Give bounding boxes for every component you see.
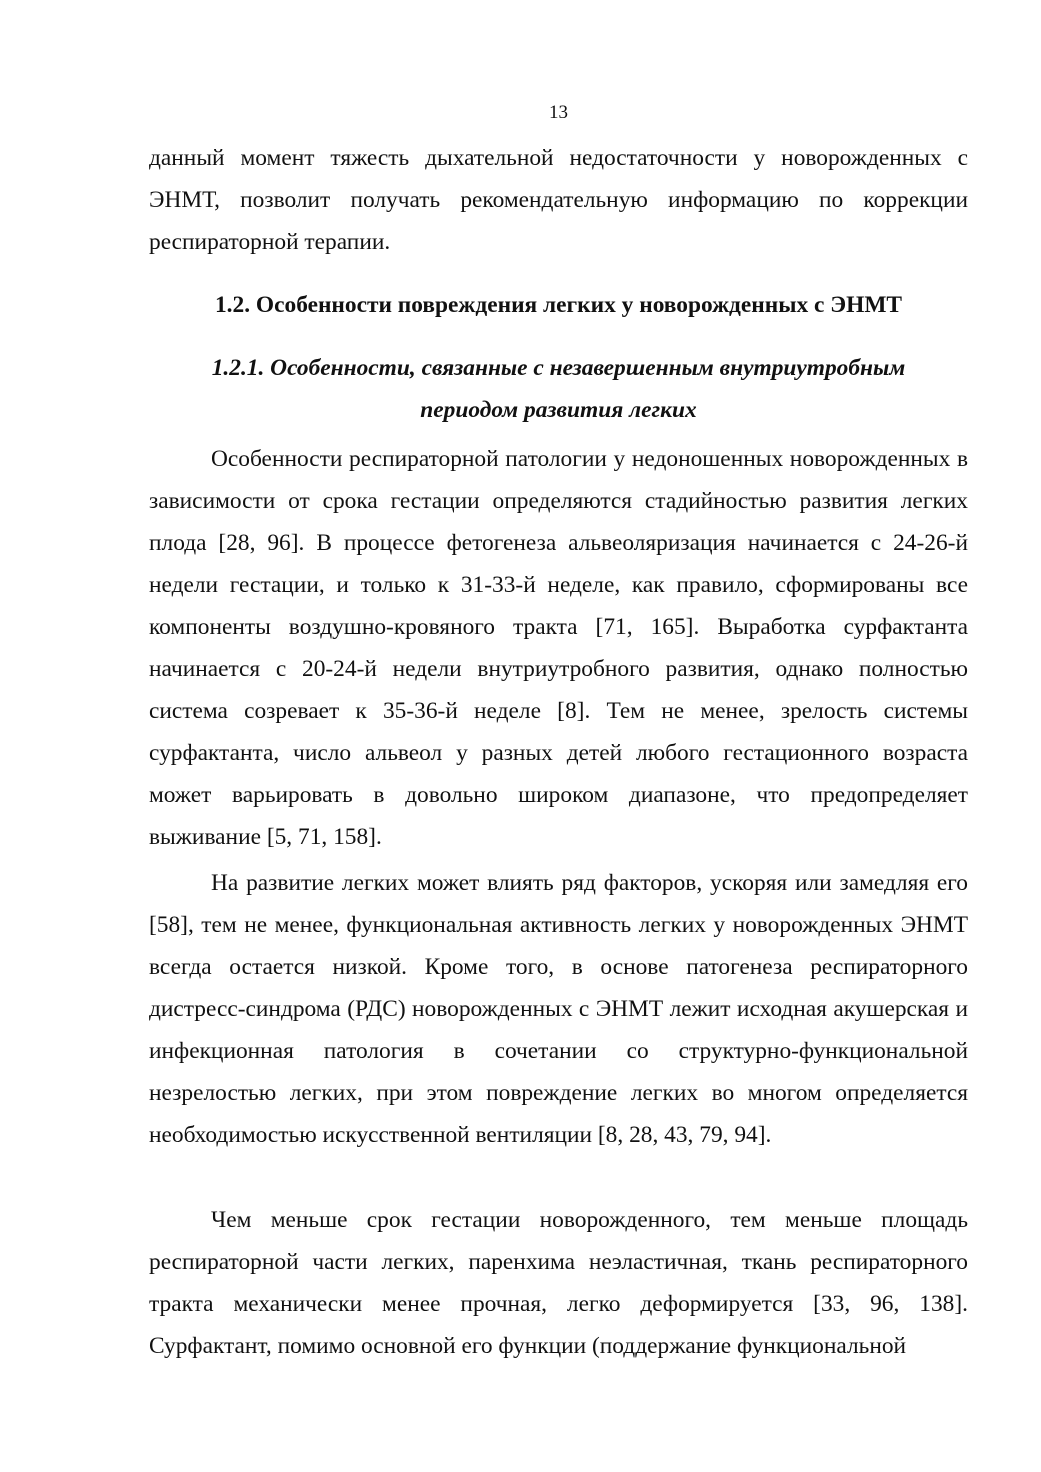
subsection-heading-line2: периодом развития легких [420, 397, 697, 423]
paragraph-3: Чем меньше срок гестации новорожденного, тем меньше площадь респираторной части легких, паренхима неэластичная, ткань респираторного тракта механически менее прочная, легко деформируется [33, 96, 138]. Сурфактант, помимо основной его функции (поддержание функциональной [149, 1207, 968, 1359]
page-number: 13 [549, 102, 568, 123]
intro-paragraph: данный момент тяжесть дыхательной недостаточности у новорожденных с ЭНМТ, позволит получать рекомендательную информацию по коррекции респираторной терапии. [149, 145, 968, 255]
subsection-heading-line1: 1.2.1. Особенности, связанные с незавершенным внутриутробным [211, 355, 906, 381]
paragraph-2: На развитие легких может влиять ряд факторов, ускоряя или замедляя его [58], тем не менее, функциональная активность легких у новорожденных ЭНМТ всегда остается низкой. Кроме того, в основе патогенеза респираторного дистресс-синдрома (РДС) новорожденных с ЭНМТ лежит исходная акушерская и инфекционная патология в сочетании со структурно-функциональной незрелостью легких, при этом повреждение легких во многом определяется необходимостью искусственной вентиляции [8, 28, 43, 79, 94]. [149, 870, 968, 1148]
section-heading: 1.2. Особенности повреждения легких у новорожденных с ЭНМТ [214, 292, 902, 318]
subsection-heading [149, 347, 968, 431]
paragraph-1: Особенности респираторной патологии у недоношенных новорожденных в зависимости от срока гестации определяются стадийностью развития легких плода [28, 96]. В процессе фетогенеза альвеоляризация начинается с 24-26-й недели гестации, и только к 31-33-й неделе, как правило, сформированы все компоненты воздушно-кровяного тракта [71, 165]. Выработка сурфактанта начинается с 20-24-й недели внутриутробного развития, однако полностью система созревает к 35-36-й неделе [8]. Тем не менее, зрелость системы сурфактанта, число альвеол у разных детей любого гестационного возраста может варьировать в довольно широком диапазоне, что предопределяет выживание [5, 71, 158]. [149, 446, 968, 850]
